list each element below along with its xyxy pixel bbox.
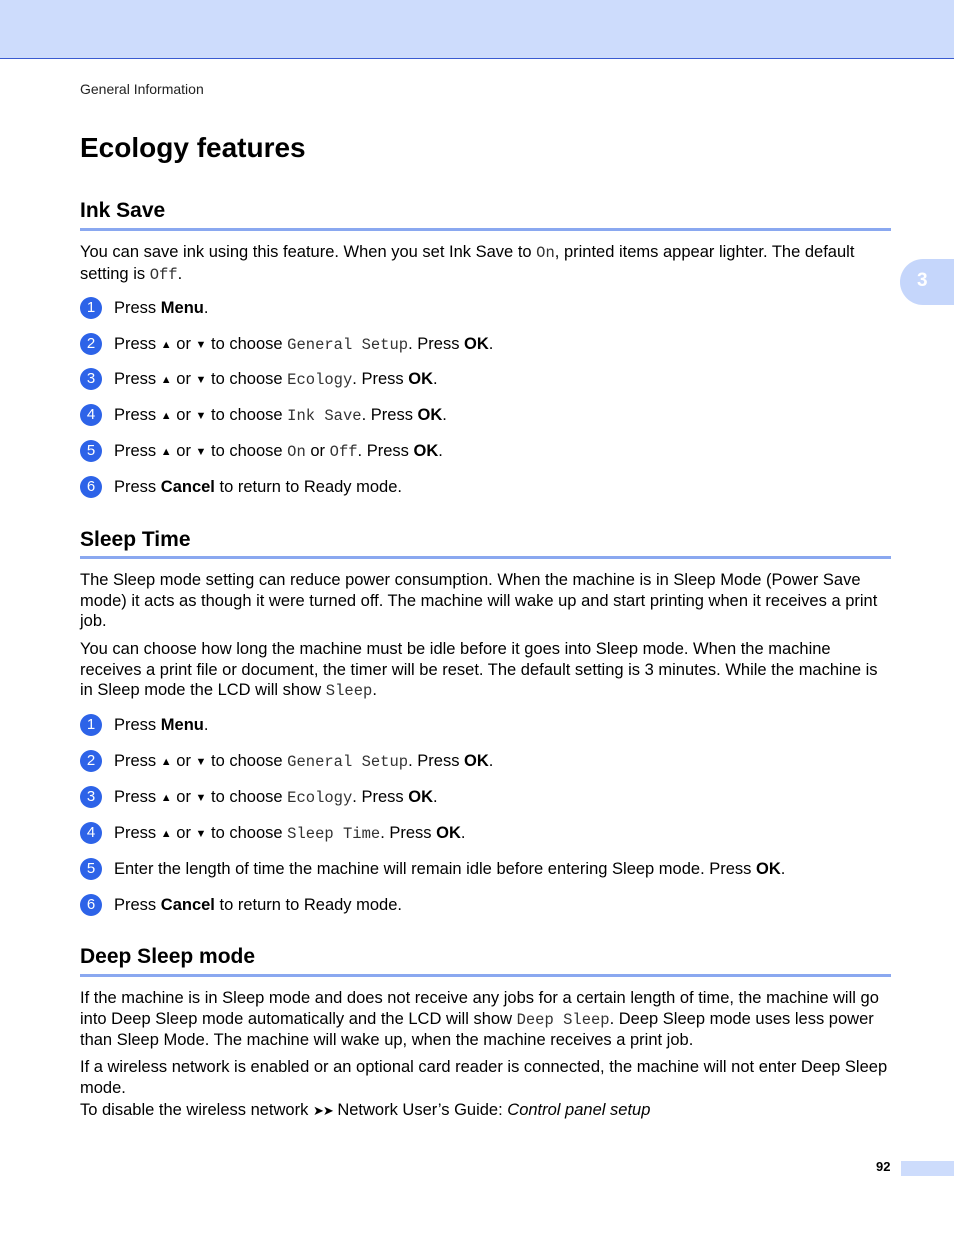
step-text: Press Cancel to return to Ready mode. (114, 896, 402, 914)
sleep-time-step-2 (80, 750, 880, 774)
up-arrow-icon: ▲ (160, 756, 172, 768)
ink-save-intro: You can save ink using this feature. When you set Ink Save to On, printed items appear lighter. The default setting is Off. (80, 243, 855, 284)
sleep-time-step-5 (80, 858, 880, 882)
double-arrow-icon: ➤➤ (312, 1103, 333, 1118)
sleep-time-rule (80, 556, 891, 559)
page-number-bar (901, 1161, 954, 1176)
step-number-badge: 1 (80, 714, 102, 736)
step-text: Press Cancel to return to Ready mode. (114, 478, 402, 496)
step-number-badge: 4 (80, 822, 102, 844)
step-number-badge: 1 (80, 297, 102, 319)
breadcrumb: General Information (80, 81, 204, 97)
sleep-time-step-3 (80, 786, 880, 810)
cross-reference-link: Control panel setup (507, 1101, 651, 1119)
down-arrow-icon: ▼ (195, 446, 207, 458)
sleep-time-step-1 (80, 714, 880, 738)
up-arrow-icon: ▲ (160, 410, 172, 422)
step-text: Press Menu. (114, 299, 209, 317)
up-arrow-icon: ▲ (160, 828, 172, 840)
ink-save-rule (80, 228, 891, 231)
down-arrow-icon: ▼ (195, 339, 207, 351)
down-arrow-icon: ▼ (195, 792, 207, 804)
step-number-badge: 2 (80, 750, 102, 772)
header-bar (0, 0, 954, 59)
ink-save-step-2 (80, 333, 880, 357)
chapter-number: 3 (917, 270, 928, 291)
down-arrow-icon: ▼ (195, 410, 207, 422)
step-text: Press ▲ or ▼ to choose Sleep Time. Press OK. (114, 824, 466, 843)
up-arrow-icon: ▲ (160, 446, 172, 458)
sleep-time-heading: Sleep Time (80, 528, 191, 551)
down-arrow-icon: ▼ (195, 756, 207, 768)
sleep-time-step-6 (80, 894, 880, 918)
sleep-time-step-4 (80, 822, 880, 846)
page-number: 92 (876, 1159, 891, 1174)
up-arrow-icon: ▲ (160, 339, 172, 351)
step-text: Enter the length of time the machine will remain idle before entering Sleep mode. Press OK. (114, 860, 786, 878)
step-number-badge: 6 (80, 476, 102, 498)
step-text: Press ▲ or ▼ to choose Ecology. Press OK. (114, 370, 438, 389)
deep-sleep-heading: Deep Sleep mode (80, 945, 256, 968)
step-text: Press ▲ or ▼ to choose General Setup. Press OK. (114, 752, 494, 771)
ink-save-step-4 (80, 404, 880, 428)
step-number-badge: 5 (80, 858, 102, 880)
up-arrow-icon: ▲ (160, 374, 172, 386)
deep-sleep-para-2: If a wireless network is enabled or an optional card reader is connected, the machine will not enter Deep Sleep mode. (80, 1058, 888, 1097)
down-arrow-icon: ▼ (195, 828, 207, 840)
up-arrow-icon: ▲ (160, 792, 172, 804)
deep-sleep-rule (80, 974, 891, 977)
ink-save-step-1 (80, 297, 880, 321)
step-number-badge: 3 (80, 368, 102, 390)
chapter-tab (900, 259, 954, 305)
step-number-badge: 3 (80, 786, 102, 808)
sleep-time-para-1: The Sleep mode setting can reduce power consumption. When the machine is in Sleep Mode (Power Save mode) it acts as though it were turned off. The machine will wake up and start printing when it receives a print job. (80, 571, 878, 630)
deep-sleep-para-3: To disable the wireless network ➤➤ Network User’s Guide: Control panel setup (80, 1101, 651, 1119)
down-arrow-icon: ▼ (195, 374, 207, 386)
step-number-badge: 2 (80, 333, 102, 355)
step-text: Press Menu. (114, 716, 209, 734)
step-text: Press ▲ or ▼ to choose Ecology. Press OK. (114, 788, 438, 807)
ink-save-step-6 (80, 476, 880, 500)
step-text: Press ▲ or ▼ to choose Ink Save. Press OK. (114, 406, 447, 425)
step-number-badge: 5 (80, 440, 102, 462)
ink-save-step-5 (80, 440, 880, 464)
sleep-time-para-2: You can choose how long the machine must be idle before it goes into Sleep mode. When the machine receives a print file or document, the timer will be reset. The default setting is 3 minutes. While the machine is in Sleep mode the LCD will show Sleep. (80, 640, 878, 700)
step-text: Press ▲ or ▼ to choose On or Off. Press OK. (114, 442, 443, 461)
step-text: Press ▲ or ▼ to choose General Setup. Press OK. (114, 335, 494, 354)
ink-save-heading: Ink Save (80, 199, 166, 222)
page-title: Ecology features (80, 132, 306, 163)
deep-sleep-para-1: If the machine is in Sleep mode and does not receive any jobs for a certain length of time, the machine will go into Deep Sleep mode automatically and the LCD will show Deep Sleep. Deep Sleep mode uses less power than Sleep Mode. The machine will wake up, when the machine receives a print job. (80, 989, 879, 1049)
ink-save-step-3 (80, 368, 880, 392)
step-number-badge: 4 (80, 404, 102, 426)
step-number-badge: 6 (80, 894, 102, 916)
